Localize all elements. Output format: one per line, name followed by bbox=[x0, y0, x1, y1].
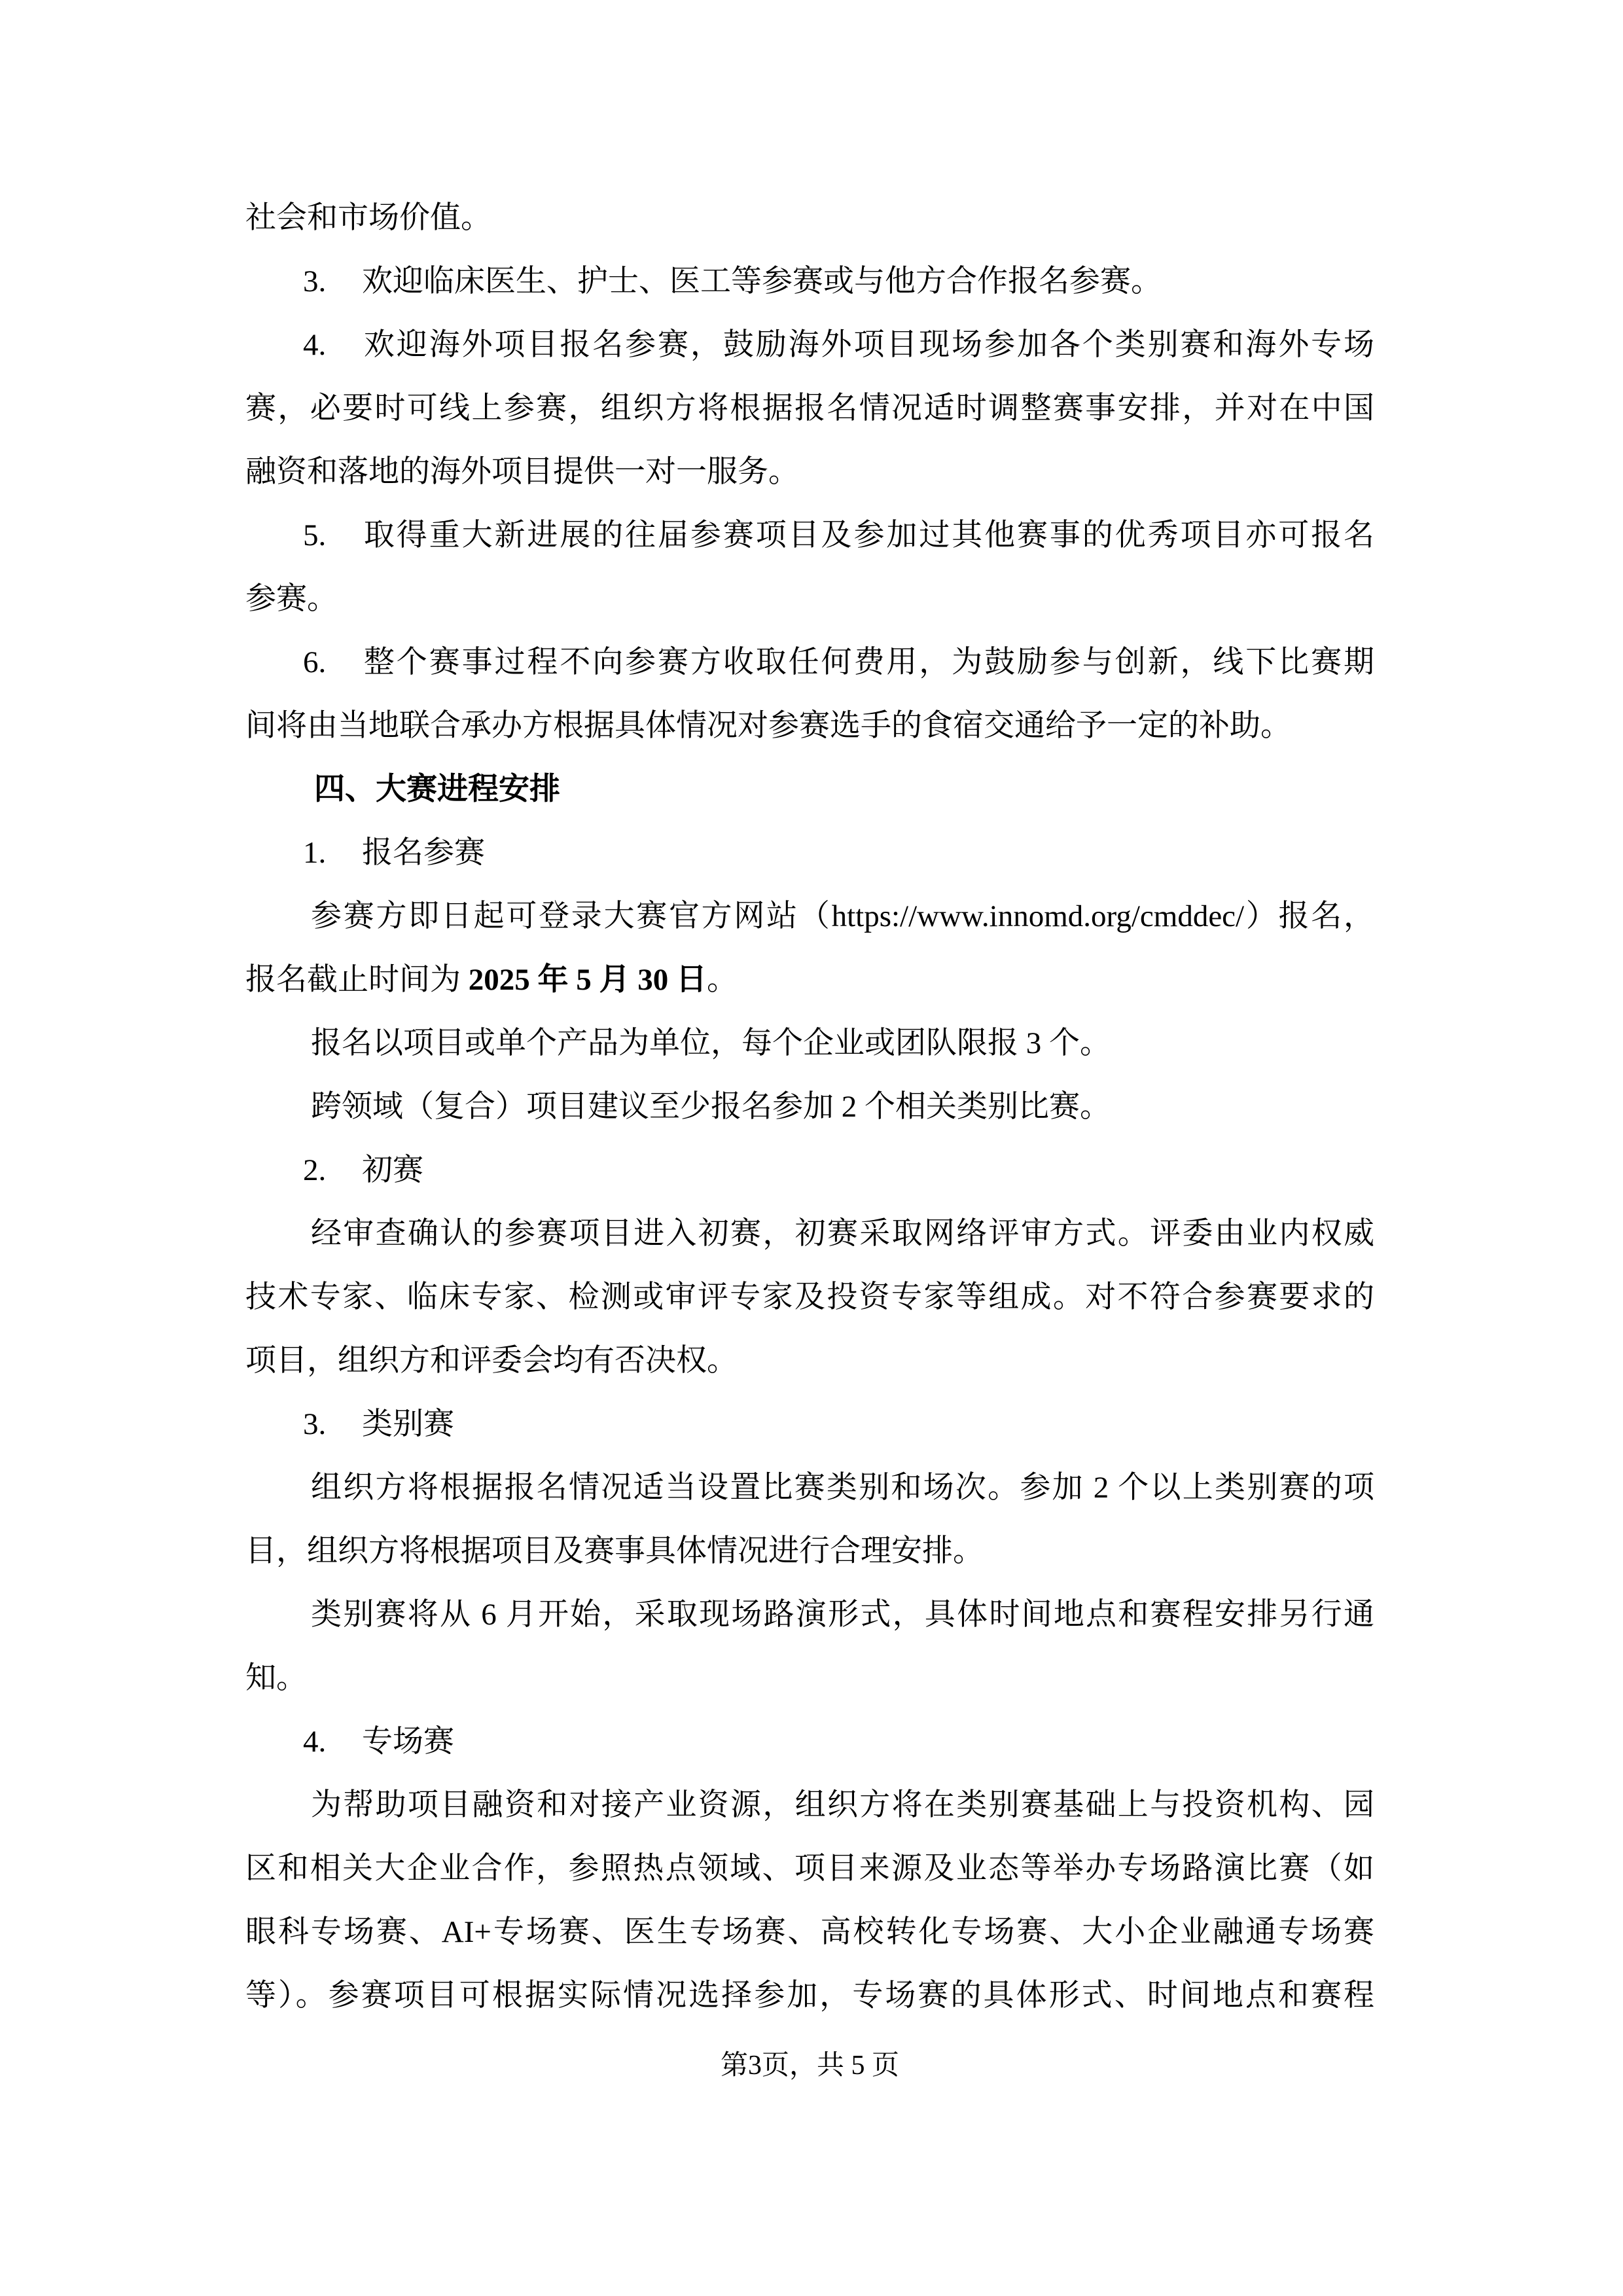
text-line bbox=[245, 1964, 1374, 2028]
text-run: 社会和市场价值。 bbox=[245, 201, 491, 235]
text-line bbox=[245, 1710, 1374, 1774]
list-number: 4. bbox=[303, 328, 327, 362]
text-line bbox=[245, 1583, 1374, 1647]
text-run: 项目，组织方和评委会均有否决权。 bbox=[245, 1344, 738, 1378]
list-number: 2. bbox=[303, 1153, 327, 1187]
text-body bbox=[245, 187, 1374, 2028]
text-run: 欢迎海外项目报名参赛，鼓励海外项目现场参加各个类别赛和海外专场 bbox=[362, 328, 1374, 362]
text-line bbox=[245, 1774, 1374, 1837]
text-line bbox=[245, 314, 1374, 377]
text-run: 类别赛将从 6 月开始，采取现场路演形式，具体时间地点和赛程安排另行通 bbox=[311, 1598, 1374, 1632]
text-run: 。 bbox=[707, 963, 738, 997]
text-run: 目，组织方将根据项目及赛事具体情况进行合理安排。 bbox=[245, 1534, 984, 1568]
text-line bbox=[245, 187, 1374, 250]
text-line bbox=[245, 1647, 1374, 1710]
text-run: 专场赛 bbox=[362, 1725, 454, 1759]
text-line bbox=[245, 1266, 1374, 1329]
text-line bbox=[245, 631, 1374, 694]
text-line bbox=[245, 1329, 1374, 1393]
list-number: 3. bbox=[303, 264, 327, 298]
text-run: 参赛方即日起可登录大赛官方网站（https://www.innomd.org/cmddec/）报名， bbox=[311, 899, 1374, 933]
text-line bbox=[245, 1012, 1374, 1075]
text-line bbox=[245, 1456, 1374, 1520]
text-run: 欢迎临床医生、护士、医工等参赛或与他方合作报名参赛。 bbox=[362, 264, 1162, 298]
text-line bbox=[245, 1837, 1374, 1901]
text-run: 整个赛事过程不向参赛方收取任何费用，为鼓励参与创新，线下比赛期 bbox=[362, 645, 1374, 679]
text-line bbox=[245, 948, 1374, 1012]
text-line bbox=[245, 1901, 1374, 1964]
text-line bbox=[245, 250, 1374, 314]
text-line bbox=[245, 1202, 1374, 1266]
text-run: 赛，必要时可线上参赛，组织方将根据报名情况适时调整赛事安排，并对在中国 bbox=[245, 391, 1374, 425]
text-run: 组织方将根据报名情况适当设置比赛类别和场次。参加 2 个以上类别赛的项 bbox=[311, 1471, 1374, 1505]
text-run: 取得重大新进展的往届参赛项目及参加过其他赛事的优秀项目亦可报名 bbox=[362, 518, 1374, 552]
text-run: 经审查确认的参赛项目进入初赛，初赛采取网络评审方式。评委由业内权威 bbox=[311, 1217, 1374, 1251]
text-line bbox=[245, 821, 1374, 885]
text-run: 间将由当地联合承办方根据具体情况对参赛选手的食宿交通给予一定的补助。 bbox=[245, 709, 1291, 743]
text-line bbox=[245, 440, 1374, 504]
text-line bbox=[245, 758, 1374, 821]
text-run: 知。 bbox=[245, 1661, 307, 1695]
text-run: 报名以项目或单个产品为单位，每个企业或团队限报 3 个。 bbox=[311, 1026, 1111, 1060]
text-line bbox=[245, 567, 1374, 631]
text-run: 区和相关大企业合作，参照热点领域、项目来源及业态等举办专场路演比赛（如 bbox=[245, 1852, 1374, 1886]
text-run: 报名截止时间为 bbox=[245, 963, 469, 997]
text-run: 跨领域（复合）项目建议至少报名参加 2 个相关类别比赛。 bbox=[311, 1090, 1111, 1124]
list-number: 6. bbox=[303, 645, 327, 679]
text-line bbox=[245, 1520, 1374, 1583]
list-number: 4. bbox=[303, 1725, 327, 1759]
text-line bbox=[245, 504, 1374, 567]
text-run: 等）。参赛项目可根据实际情况选择参加，专场赛的具体形式、时间地点和赛程 bbox=[245, 1979, 1374, 2013]
text-line bbox=[245, 377, 1374, 440]
list-number: 1. bbox=[303, 836, 327, 870]
text-run: 报名参赛 bbox=[362, 836, 485, 870]
text-line bbox=[245, 1075, 1374, 1139]
list-number: 3. bbox=[303, 1407, 327, 1441]
text-line bbox=[245, 1393, 1374, 1456]
text-line bbox=[245, 885, 1374, 948]
page-footer: 第3页，共 5 页 bbox=[720, 2051, 899, 2081]
text-run: 类别赛 bbox=[362, 1407, 454, 1441]
text-run: 2025 年 5 月 30 日 bbox=[468, 963, 707, 997]
text-line bbox=[245, 1139, 1374, 1202]
text-run: 初赛 bbox=[362, 1153, 423, 1187]
text-line bbox=[245, 694, 1374, 758]
text-run: 为帮助项目融资和对接产业资源，组织方将在类别赛基础上与投资机构、园 bbox=[311, 1788, 1374, 1822]
text-run: 融资和落地的海外项目提供一对一服务。 bbox=[245, 455, 799, 489]
text-run: 四、大赛进程安排 bbox=[314, 772, 560, 806]
text-run: 参赛。 bbox=[245, 582, 338, 616]
text-run: 技术专家、临床专家、检测或审评专家及投资专家等组成。对不符合参赛要求的 bbox=[245, 1280, 1374, 1314]
list-number: 5. bbox=[303, 518, 327, 552]
text-run: 眼科专场赛、AI+专场赛、医生专场赛、高校转化专场赛、大小企业融通专场赛 bbox=[245, 1915, 1374, 1949]
